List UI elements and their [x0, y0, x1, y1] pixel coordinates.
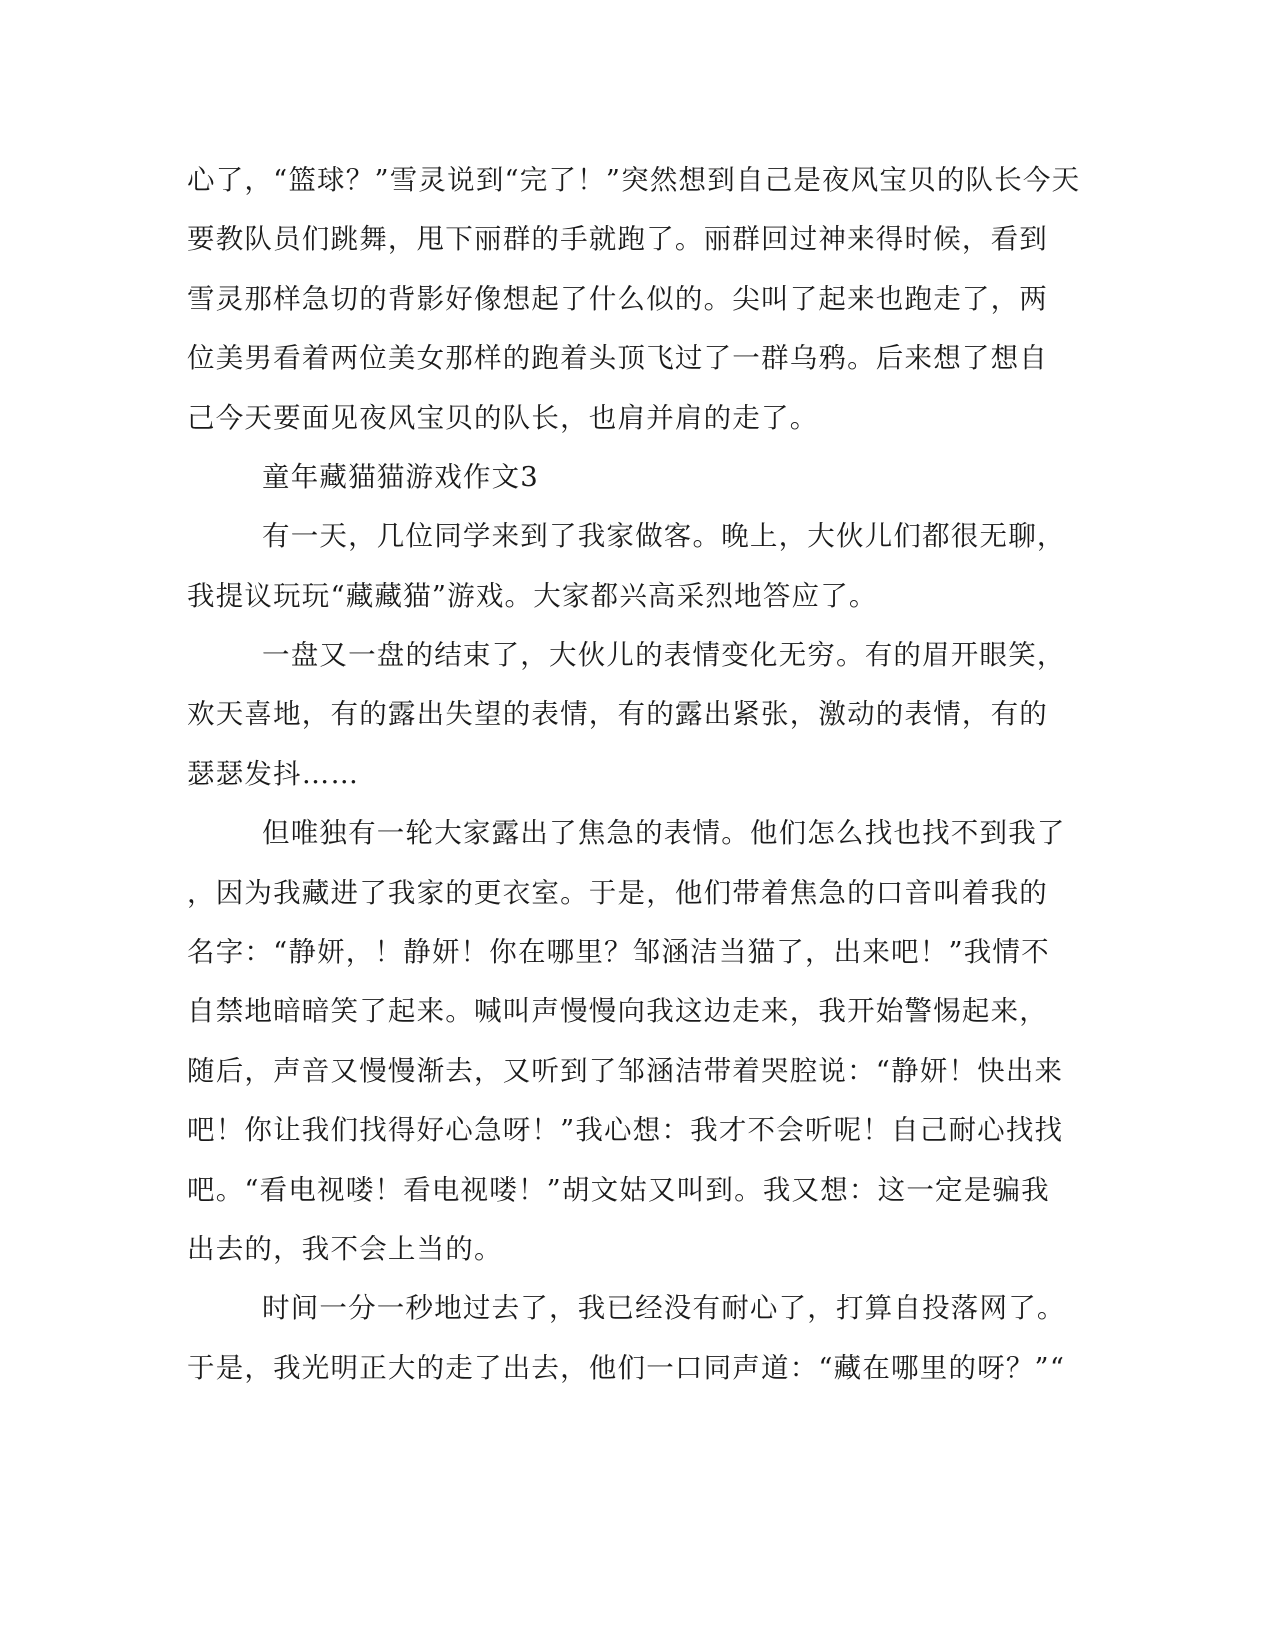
paragraph-line: 位美男看着两位美女那样的跑着头顶飞过了一群乌鸦。后来想了想自 [187, 342, 1048, 374]
paragraph-line: 吧。“看电视喽！看电视喽！”胡文姑又叫到。我又想：这一定是骗我 [187, 1174, 1050, 1206]
paragraph-line: 己今天要面见夜风宝贝的队长，也肩并肩的走了。 [187, 402, 819, 434]
paragraph-line: 心了，“篮球？”雪灵说到“完了！”突然想到自己是夜风宝贝的队长今天 [187, 164, 1081, 196]
paragraph-line: 随后，声音又慢慢渐去，又听到了邹涵洁带着哭腔说：“静妍！快出来 [187, 1055, 1064, 1087]
paragraph-line: ，因为我藏进了我家的更衣室。于是，他们带着焦急的口音叫着我的 [187, 877, 1048, 909]
paragraph-line: 一盘又一盘的结束了，大伙儿的表情变化无穷。有的眉开眼笑， [262, 639, 1066, 671]
paragraph-line: 雪灵那样急切的背影好像想起了什么似的。尖叫了起来也跑走了，两 [187, 283, 1048, 315]
paragraph-line: 出去的，我不会上当的。 [187, 1233, 503, 1265]
paragraph-line: 时间一分一秒地过去了，我已经没有耐心了，打算自投落网了。 [262, 1292, 1066, 1324]
paragraph-line: 瑟瑟发抖…… [187, 758, 360, 790]
paragraph-line: 自禁地暗暗笑了起来。喊叫声慢慢向我这边走来，我开始警惕起来， [187, 995, 1048, 1027]
paragraph-line: 于是，我光明正大的走了出去，他们一口同声道：“藏在哪里的呀？”“ [187, 1352, 1066, 1384]
paragraph-line: 欢天喜地，有的露出失望的表情，有的露出紧张，激动的表情，有的 [187, 698, 1048, 730]
section-heading: 童年藏猫猫游戏作文3 [262, 461, 539, 493]
paragraph-line: 吧！你让我们找得好心急呀！”我心想：我才不会听呢！自己耐心找找 [187, 1114, 1064, 1146]
paragraph-line: 要教队员们跳舞，甩下丽群的手就跑了。丽群回过神来得时候，看到 [187, 223, 1048, 255]
paragraph-line: 有一天，几位同学来到了我家做客。晚上，大伙儿们都很无聊， [262, 520, 1066, 552]
paragraph-line: 但唯独有一轮大家露出了焦急的表情。他们怎么找也找不到我了 [262, 817, 1066, 849]
paragraph-line: 我提议玩玩“藏藏猫”游戏。大家都兴高采烈地答应了。 [187, 580, 878, 612]
paragraph-line: 名字：“静妍，！静妍！你在哪里？邹涵洁当猫了，出来吧！”我情不 [187, 936, 1050, 968]
